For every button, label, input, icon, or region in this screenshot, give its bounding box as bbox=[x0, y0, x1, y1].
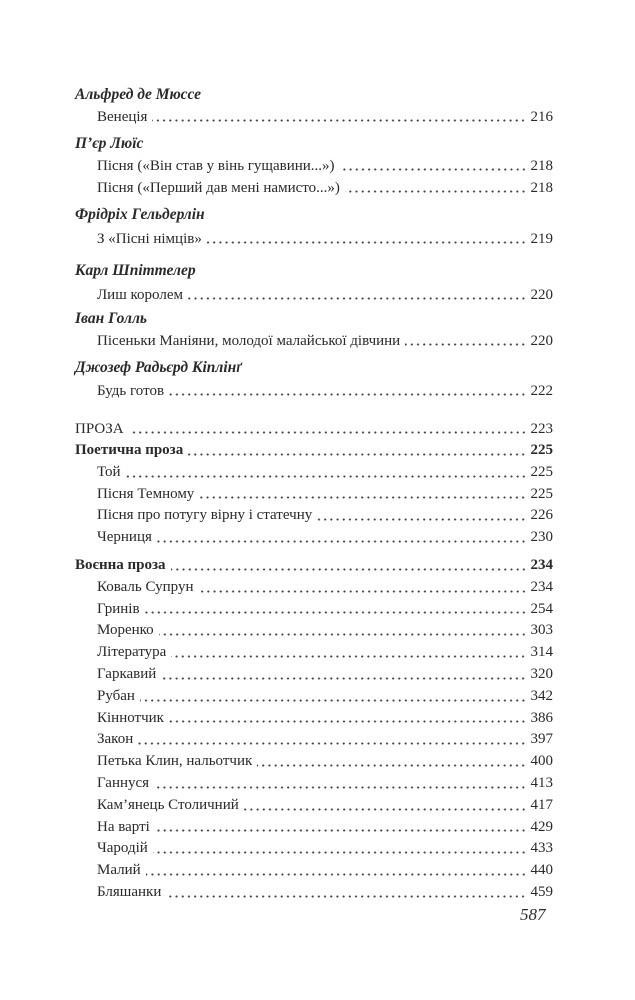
toc-page-number: 342 bbox=[530, 687, 553, 704]
toc-title: Поетична проза bbox=[75, 442, 184, 458]
dot-leader bbox=[171, 568, 527, 571]
toc-entry bbox=[75, 664, 553, 686]
toc-title: Пісня («Перший дав мені намисто...») bbox=[97, 180, 340, 196]
toc-title: Альфред де Мюссе bbox=[75, 86, 202, 103]
toc-entry bbox=[75, 228, 553, 250]
dot-leader bbox=[188, 297, 527, 300]
dot-leader bbox=[317, 518, 526, 521]
toc-entry bbox=[75, 686, 553, 708]
toc-title: Пісня Темному bbox=[97, 485, 195, 502]
toc-page-number: 225 bbox=[530, 485, 553, 502]
toc-title: Кам’янець Столичний bbox=[97, 796, 239, 813]
toc-title: Пісня про потугу вірну і статечну bbox=[97, 507, 313, 524]
dot-leader bbox=[199, 496, 526, 499]
page-number: 587 bbox=[520, 905, 546, 924]
toc-page-number: 220 bbox=[530, 287, 553, 303]
toc-title: ПРОЗА bbox=[75, 421, 124, 437]
dot-leader bbox=[169, 393, 526, 396]
toc-entry bbox=[75, 177, 553, 199]
dot-leader bbox=[153, 851, 527, 854]
toc-title: Моренко bbox=[97, 622, 154, 639]
toc-entry bbox=[75, 795, 553, 817]
toc-page-number: 397 bbox=[530, 731, 553, 748]
toc-section bbox=[75, 418, 553, 440]
dot-leader bbox=[126, 475, 527, 478]
toc-entry bbox=[75, 729, 553, 751]
toc-author bbox=[75, 308, 553, 330]
toc-entry bbox=[75, 380, 553, 402]
dot-leader bbox=[340, 168, 527, 171]
toc-title: Кіннотчик bbox=[97, 709, 164, 726]
toc-entry bbox=[75, 330, 553, 352]
toc-title: Той bbox=[97, 463, 121, 480]
dot-leader bbox=[138, 742, 526, 745]
dot-leader bbox=[345, 190, 527, 193]
toc-author bbox=[75, 133, 553, 155]
toc-page-number: 386 bbox=[530, 709, 553, 726]
toc-page-number: 400 bbox=[530, 753, 553, 770]
toc-entry bbox=[75, 505, 553, 527]
dot-leader bbox=[257, 764, 526, 767]
dot-leader bbox=[188, 453, 526, 456]
toc-author bbox=[75, 357, 553, 379]
toc-page-number: 220 bbox=[530, 333, 553, 349]
toc-section bbox=[75, 555, 553, 577]
toc-title: Черниця bbox=[97, 529, 152, 546]
toc-section bbox=[75, 440, 553, 462]
toc-title: Будь готов bbox=[97, 383, 165, 399]
toc-page-number: 234 bbox=[530, 556, 553, 573]
toc-entry bbox=[75, 882, 553, 904]
toc-title: Гринів bbox=[97, 600, 140, 617]
dot-leader bbox=[166, 895, 526, 898]
toc-entry bbox=[75, 773, 553, 795]
toc-page-number: 413 bbox=[530, 774, 553, 791]
toc-entry bbox=[75, 817, 553, 839]
toc-author bbox=[75, 204, 553, 226]
dot-leader bbox=[199, 590, 527, 593]
toc-entry bbox=[75, 642, 553, 664]
toc-title: Пісеньки Маніяни, молодої малайської дівчини bbox=[97, 333, 401, 349]
toc-title: Гаркавий bbox=[97, 665, 157, 682]
toc-title: З «Пісні німців» bbox=[97, 231, 202, 247]
toc-page-number: 216 bbox=[530, 109, 553, 125]
dot-leader bbox=[155, 829, 527, 832]
dot-leader bbox=[159, 633, 527, 636]
toc-page-number: 218 bbox=[530, 158, 553, 174]
dot-leader bbox=[129, 431, 527, 434]
toc-page-number: 234 bbox=[530, 578, 553, 595]
toc-entry bbox=[75, 527, 553, 549]
dot-leader bbox=[157, 540, 527, 543]
toc-page-number: 223 bbox=[530, 421, 553, 437]
toc-author bbox=[75, 260, 553, 282]
toc-entry bbox=[75, 860, 553, 882]
dot-leader bbox=[161, 677, 526, 680]
toc-page-number: 226 bbox=[530, 507, 553, 524]
toc-title: Чародій bbox=[97, 840, 148, 857]
toc-title: Бляшанки bbox=[97, 883, 162, 900]
dot-leader bbox=[146, 873, 527, 876]
toc-author bbox=[75, 84, 553, 106]
toc-page-number: 440 bbox=[530, 862, 553, 879]
toc-title: Венеція bbox=[97, 109, 148, 125]
toc-title: Коваль Супрун bbox=[97, 578, 194, 595]
dot-leader bbox=[244, 808, 527, 811]
toc-title: Література bbox=[97, 644, 167, 661]
dot-leader bbox=[405, 343, 526, 346]
toc-title: Пісня («Він став у вінь гущавини...») bbox=[97, 158, 335, 174]
toc-entry bbox=[75, 577, 553, 599]
toc-page-number: 314 bbox=[530, 644, 553, 661]
dot-leader bbox=[207, 241, 527, 244]
toc-title: Фрідріх Гельдерлін bbox=[75, 206, 205, 223]
toc-page-number: 225 bbox=[530, 463, 553, 480]
toc-entry bbox=[75, 484, 553, 506]
toc-entry bbox=[75, 599, 553, 621]
toc-entry bbox=[75, 155, 553, 177]
toc-page-number: 225 bbox=[530, 442, 553, 458]
toc-page-number: 230 bbox=[530, 529, 553, 546]
toc-page-number: 429 bbox=[530, 818, 553, 835]
toc-page-number: 433 bbox=[530, 840, 553, 857]
toc-page-number: 218 bbox=[530, 180, 553, 196]
dot-leader bbox=[140, 699, 527, 702]
toc-title: Закон bbox=[97, 731, 134, 748]
toc-page-number: 219 bbox=[530, 231, 553, 247]
dot-leader bbox=[145, 611, 527, 614]
dot-leader bbox=[152, 119, 526, 122]
toc-title: Петька Клин, нальотчик bbox=[97, 753, 253, 770]
toc-title: Ганнуся bbox=[97, 774, 150, 791]
toc-page-number: 320 bbox=[530, 665, 553, 682]
toc-title: Малий bbox=[97, 862, 141, 879]
toc-page-number: 222 bbox=[530, 383, 553, 399]
toc-title: Джозеф Радьєрд Кіплінґ bbox=[75, 359, 242, 376]
toc-entry bbox=[75, 284, 553, 306]
dot-leader bbox=[171, 655, 526, 658]
toc-entry bbox=[75, 838, 553, 860]
table-of-contents bbox=[75, 84, 553, 904]
toc-title: Іван Голль bbox=[75, 310, 147, 327]
toc-title: Рубан bbox=[97, 687, 135, 704]
toc-entry bbox=[75, 708, 553, 730]
dot-leader bbox=[154, 786, 526, 789]
toc-title: На варті bbox=[97, 818, 150, 835]
toc-page-number: 417 bbox=[530, 796, 553, 813]
toc-title: Лиш королем bbox=[97, 287, 183, 303]
toc-title: Карл Шпіттелер bbox=[75, 262, 196, 279]
toc-page-number: 459 bbox=[530, 883, 553, 900]
toc-entry bbox=[75, 106, 553, 128]
toc-page-number: 303 bbox=[530, 622, 553, 639]
toc-page-number: 254 bbox=[530, 600, 553, 617]
toc-entry bbox=[75, 462, 553, 484]
toc-title: П’єр Люїс bbox=[75, 135, 144, 152]
dot-leader bbox=[169, 720, 527, 723]
toc-entry bbox=[75, 620, 553, 642]
toc-entry bbox=[75, 751, 553, 773]
toc-title: Воєнна проза bbox=[75, 556, 166, 573]
